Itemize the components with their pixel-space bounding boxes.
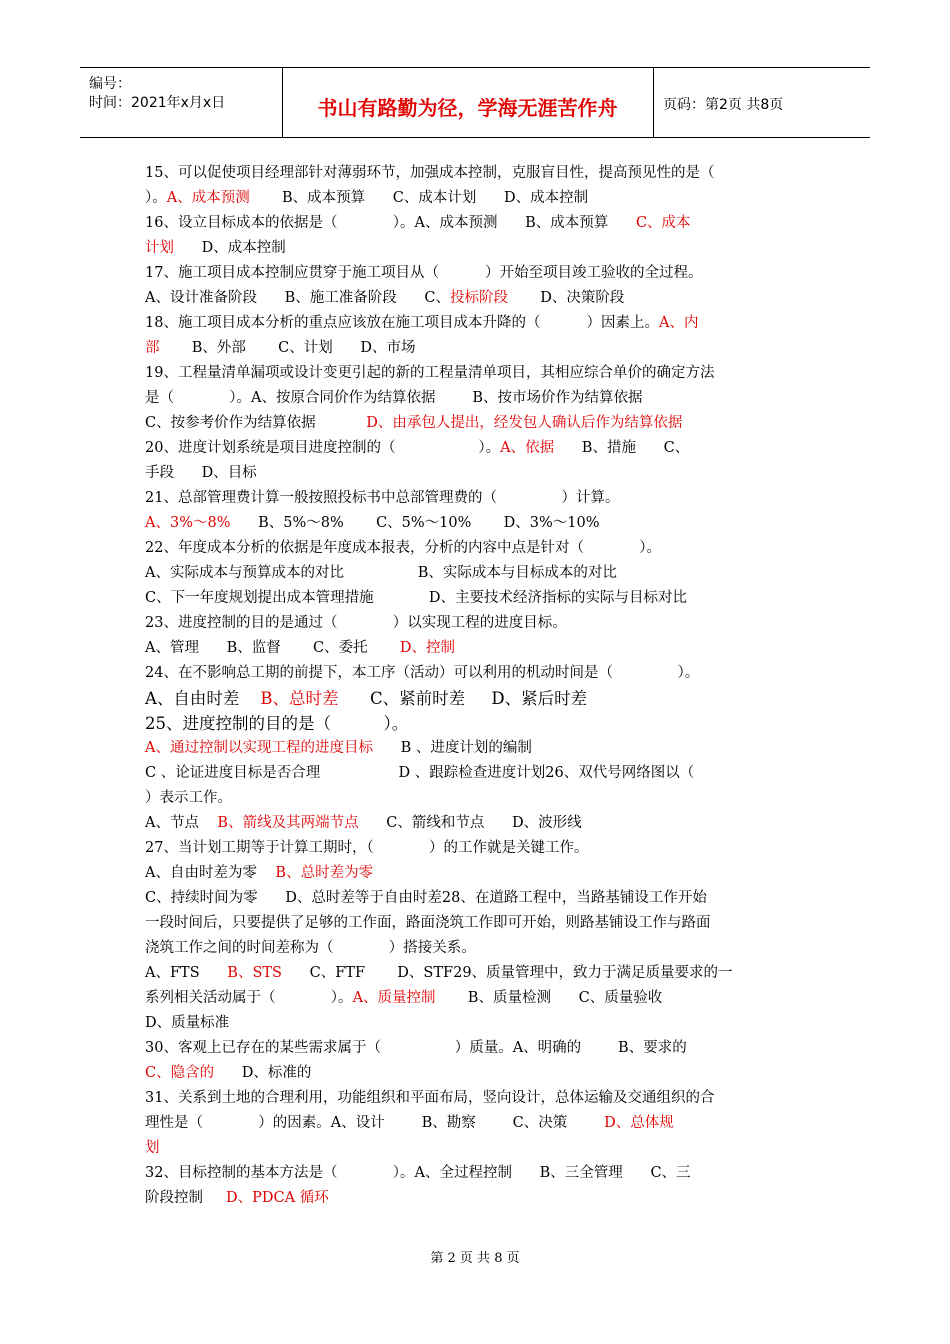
question-text: D、质量标准 <box>145 1015 230 1031</box>
text-line <box>145 1186 810 1211</box>
text-line <box>145 786 810 811</box>
text-line <box>145 936 810 961</box>
question-text: B、质量检测 C、质量验收 <box>435 990 663 1006</box>
page-info: 页码：第2页 共8页 <box>663 97 784 113</box>
text-line <box>145 986 810 1011</box>
text-line <box>145 736 810 761</box>
question-text: D、标准的 <box>214 1065 312 1081</box>
text-line <box>145 1036 810 1061</box>
answer-text: C、成本 <box>635 215 691 231</box>
text-line <box>145 361 810 386</box>
question-text: D、决策阶段 <box>508 290 625 306</box>
text-line <box>145 836 810 861</box>
question-text: ）表示工作。 <box>145 790 232 806</box>
text-line <box>145 961 810 986</box>
question-list <box>145 161 810 1211</box>
text-line <box>145 886 810 911</box>
text-line <box>145 211 810 236</box>
question-text: 系列相关活动属于（ ）。 <box>145 990 353 1006</box>
text-line <box>145 336 810 361</box>
answer-text: A、质量控制 <box>352 990 436 1006</box>
text-line <box>145 311 810 336</box>
answer-text: 投标阶段 <box>450 290 509 306</box>
question-text: C、下一年度规划提出成本管理措施 D、主要技术经济指标的实际与目标对比 <box>145 590 688 606</box>
text-line <box>145 1136 810 1161</box>
question-text: B、措施 C、 <box>554 440 690 456</box>
number-label: 编号： <box>89 76 131 92</box>
question-text: A、自由时差 <box>145 689 261 708</box>
text-line <box>145 386 810 411</box>
answer-text: A、通过控制以实现工程的进度目标 <box>145 740 373 756</box>
text-line <box>145 186 810 211</box>
question-text: 是（ ）。A、按原合同价作为结算依据 B、按市场价作为结算依据 <box>145 390 643 406</box>
header-left-cell <box>80 68 283 137</box>
question-text: A、自由时差为零 <box>145 865 276 881</box>
answer-text: 计划 <box>145 240 174 256</box>
text-line <box>145 511 810 536</box>
text-line <box>145 436 810 461</box>
answer-text: B、总时差为零 <box>275 865 374 881</box>
text-line <box>145 286 810 311</box>
question-text: 18、施工项目成本分析的重点应该放在施工项目成本升降的（ ）因素上。 <box>145 315 660 331</box>
question-text: B、成本预算 C、成本计划 D、成本控制 <box>249 190 589 206</box>
answer-text: C、隐含的 <box>145 1065 215 1081</box>
question-text: 20、进度计划系统是项目进度控制的（ ）。 <box>145 440 501 456</box>
question-text: 22、年度成本分析的依据是年度成本报表，分析的内容中点是针对（ ）。 <box>145 540 662 556</box>
question-text: 27、当计划工期等于计算工期时，（ ）的工作就是关键工作。 <box>145 840 589 856</box>
answer-text: B、箭线及其两端节点 <box>217 815 359 831</box>
question-text: 23、进度控制的目的是通过（ ）以实现工程的进度目标。 <box>145 615 567 631</box>
question-text: 25、进度控制的目的是（ ）。 <box>145 714 409 733</box>
text-line <box>145 561 810 586</box>
text-line <box>145 636 810 661</box>
question-text: A、实际成本与预算成本的对比 B、实际成本与目标成本的对比 <box>145 565 617 581</box>
question-text: ）。 <box>145 190 167 206</box>
time-label: 时间：2021年x月x日 <box>89 95 226 111</box>
text-line <box>145 1061 810 1086</box>
question-text: 16、设立目标成本的依据是（ ）。A、成本预测 B、成本预算 <box>145 215 636 231</box>
header-right-cell <box>653 68 870 137</box>
answer-text: D、控制 <box>399 640 456 656</box>
text-line <box>145 1011 810 1036</box>
answer-text: D、总体规 <box>604 1115 674 1131</box>
question-text: 31、关系到土地的合理利用，功能组织和平面布局，竖向设计，总体运输及交通组织的合 <box>145 1090 715 1106</box>
question-text: 浇筑工作之间的时间差称为（ ）搭接关系。 <box>145 940 476 956</box>
text-line <box>145 261 810 286</box>
question-text: 手段 D、目标 <box>145 465 257 481</box>
text-line <box>145 461 810 486</box>
header-middle-cell <box>282 68 654 137</box>
answer-text: B、STS <box>227 965 282 981</box>
answer-text: 部 <box>145 340 160 356</box>
question-text: D、成本控制 <box>174 240 286 256</box>
question-text: 17、施工项目成本控制应贯穿于施工项目从（ ）开始至项目竣工验收的全过程。 <box>145 265 703 281</box>
text-line <box>145 486 810 511</box>
question-text: C、按参考价作为结算依据 <box>145 415 367 431</box>
question-text: C、箭线和节点 D、波形线 <box>358 815 582 831</box>
answer-text: A、依据 <box>500 440 555 456</box>
question-text: C 、论证进度目标是否合理 D 、跟踪检查进度计划26、双代号网络图以（ <box>145 765 695 781</box>
text-line <box>145 161 810 186</box>
text-line <box>145 711 810 736</box>
text-line <box>145 1086 810 1111</box>
question-text: 32、目标控制的基本方法是（ ）。A、全过程控制 B、三全管理 C、三 <box>145 1165 691 1181</box>
question-text: A、节点 <box>145 815 218 831</box>
question-text: 19、工程量清单漏项或设计变更引起的新的工程量清单项目，其相应综合单价的确定方法 <box>145 365 715 381</box>
answer-text: D、由承包人提出，经发包人确认后作为结算依据 <box>366 415 683 431</box>
question-text: B、外部 C、计划 D、市场 <box>159 340 416 356</box>
question-text: 阶段控制 <box>145 1190 227 1206</box>
text-line <box>145 911 810 936</box>
text-line <box>145 536 810 561</box>
answer-text: B、总时差 <box>260 689 339 708</box>
question-text: B、5%～8% C、5%～10% D、3%～10% <box>230 515 600 531</box>
answer-text: A、成本预测 <box>166 190 250 206</box>
question-text: C、FTF D、STF29、质量管理中，致力于满足质量要求的一 <box>282 965 733 981</box>
text-line <box>145 611 810 636</box>
question-text: C、紧前时差 D、紧后时差 <box>338 689 588 708</box>
question-text: 15、可以促使项目经理部针对薄弱环节，加强成本控制，克服盲目性，提高预见性的是（ <box>145 165 715 181</box>
page-footer: 第 2 页 共 8 页 <box>430 1251 520 1266</box>
question-text: 24、在不影响总工期的前提下，本工序（活动）可以利用的机动时间是（ ）。 <box>145 665 700 681</box>
page-header <box>80 67 870 138</box>
text-line <box>145 761 810 786</box>
question-text: C、持续时间为零 D、总时差等于自由时差28、在道路工程中，当路基铺设工作开始 <box>145 890 707 906</box>
answer-text: A、3%～8% <box>145 515 231 531</box>
answer-text: D、PDCA 循环 <box>226 1190 329 1206</box>
text-line <box>145 861 810 886</box>
question-text: 一段时间后，只要提供了足够的工作面，路面浇筑工作即可开始，则路基铺设工作与路面 <box>145 915 711 931</box>
question-text: 理性是（ ）的因素。A、设计 B、勘察 C、决策 <box>145 1115 605 1131</box>
text-line <box>145 1161 810 1186</box>
text-line <box>145 1111 810 1136</box>
answer-text: A、内 <box>659 315 699 331</box>
text-line <box>145 411 810 436</box>
text-line <box>145 661 810 686</box>
question-text: A、管理 B、监督 C、委托 <box>145 640 400 656</box>
text-line <box>145 236 810 261</box>
text-line <box>145 586 810 611</box>
motto: 书山有路勤为径，学海无涯苦作舟 <box>317 96 618 120</box>
text-line <box>145 686 810 711</box>
question-text: 21、总部管理费计算一般按照投标书中总部管理费的（ ）计算。 <box>145 490 620 506</box>
question-text: B 、进度计划的编制 <box>372 740 532 756</box>
question-text: 30、客观上已存在的某些需求属于（ ）质量。A、明确的 B、要求的 <box>145 1040 687 1056</box>
question-text: A、设计准备阶段 B、施工准备阶段 C、 <box>145 290 451 306</box>
question-text: A、FTS <box>145 965 228 981</box>
text-line <box>145 811 810 836</box>
answer-text: 划 <box>145 1140 160 1156</box>
